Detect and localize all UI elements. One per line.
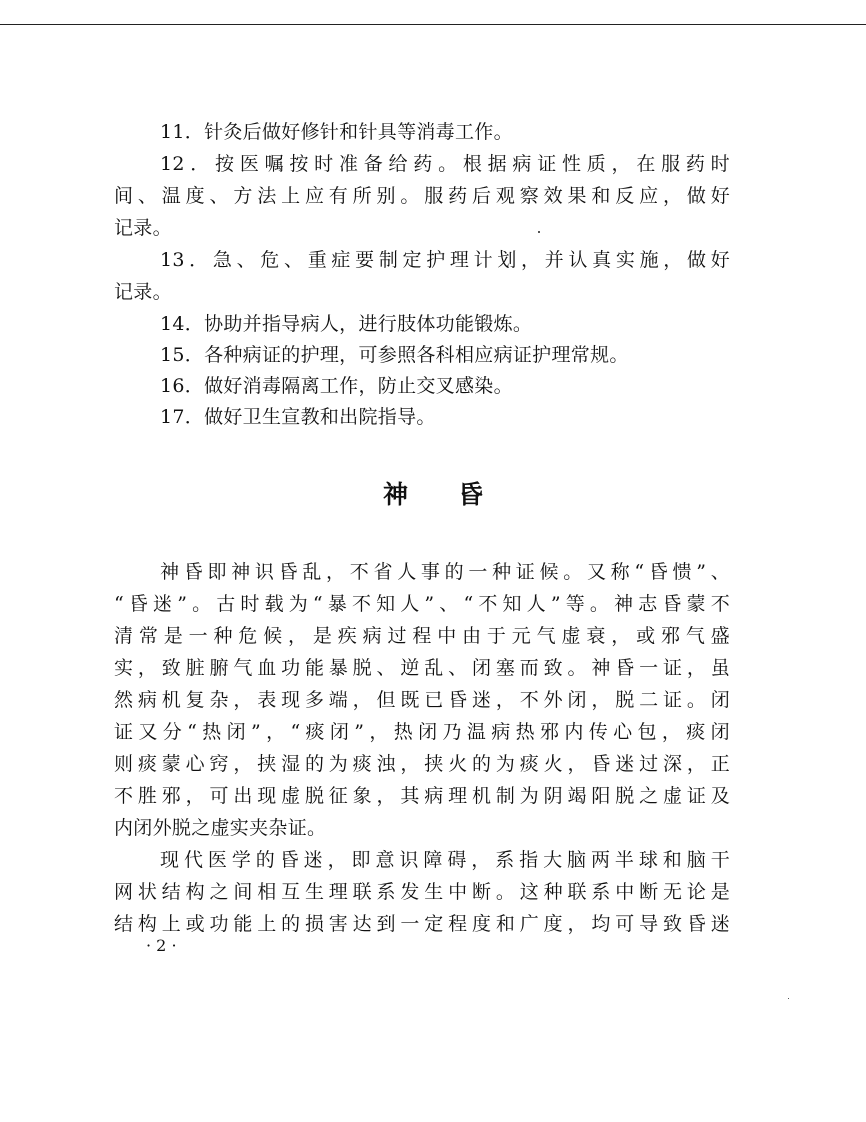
section-title: 神 昏 <box>382 480 483 509</box>
paragraph-line: “昏迷”。古时载为“暴不知人”、“不知人”等。神志昏蒙不 <box>114 593 730 615</box>
paragraph-line: 网状结构之间相互生理联系发生中断。这种联系中断无论是 <box>114 881 730 903</box>
paragraph-line: 不胜邪，可出现虚脱征象，其病理机制为阴竭阳脱之虚证及 <box>114 785 730 807</box>
scan-speck <box>788 998 789 999</box>
paragraph-line: 结构上或功能上的损害达到一定程度和广度，均可导致昏迷 <box>114 913 730 935</box>
list-item-15: 15．各种病证的护理，可参照各科相应病证护理常规。 <box>160 344 629 366</box>
paragraph-line: 则痰蒙心窍，挟湿的为痰浊，挟火的为痰火，昏迷过深，正 <box>114 753 730 775</box>
paragraph-line: 神昏即神识昏乱，不省人事的一种证候。又称“昏愦”、 <box>160 561 730 583</box>
paragraph-line: 现代医学的昏迷，即意识障碍，系指大脑两半球和脑干 <box>160 849 730 871</box>
list-item-17: 17．做好卫生宣教和出院指导。 <box>160 406 436 428</box>
paragraph-line: 内闭外脱之虚实夹杂证。 <box>114 817 327 839</box>
paragraph-line: 实，致脏腑气血功能暴脱、逆乱、闭塞而致。神昏一证，虽 <box>114 657 730 679</box>
list-item-12-line-1: 12．按医嘱按时准备给药。根据病证性质，在服药时 <box>160 153 730 175</box>
paragraph-line: 证又分“热闭”，“痰闭”，热闭乃温病热邪内传心包，痰闭 <box>114 721 730 743</box>
list-item-13-line-1: 13．急、危、重症要制定护理计划，并认真实施，做好 <box>160 249 730 271</box>
list-item-12-line-3: 记录。 <box>114 217 172 239</box>
paragraph-line: 然病机复杂，表现多端，但既已昏迷，不外闭，脱二证。闭 <box>114 689 730 711</box>
list-item-14: 14．协助并指导病人，进行肢体功能锻炼。 <box>160 313 533 335</box>
page-number: · 2 · <box>146 936 177 955</box>
list-item-11: 11．针灸后做好修针和针具等消毒工作。 <box>160 121 513 143</box>
list-item-16: 16．做好消毒隔离工作，防止交叉感染。 <box>160 375 513 397</box>
top-rule <box>0 24 866 25</box>
list-item-13-line-2: 记录。 <box>114 281 172 303</box>
list-item-12-line-2: 间、温度、方法上应有所别。服药后观察效果和反应，做好 <box>114 185 730 207</box>
scan-speck <box>538 231 540 233</box>
paragraph-line: 清常是一种危候，是疾病过程中由于元气虚衰，或邪气盛 <box>114 625 730 647</box>
